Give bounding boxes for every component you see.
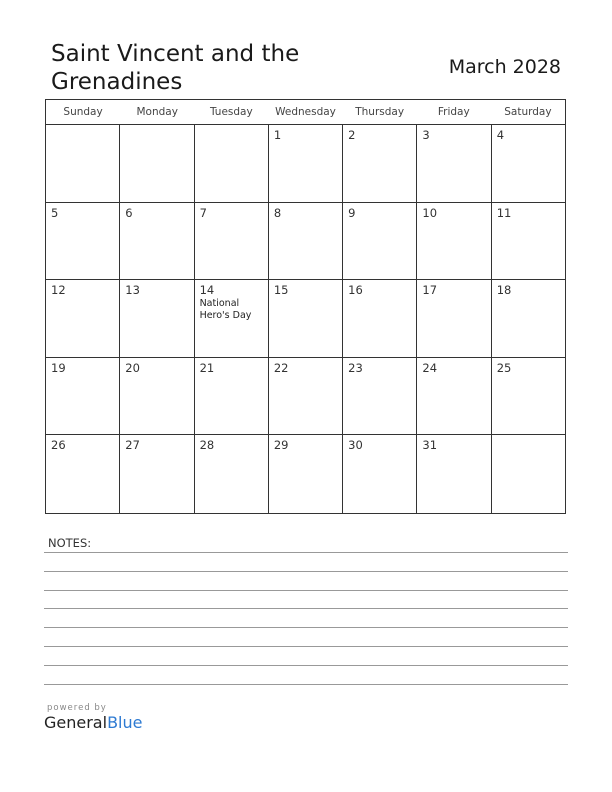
day-number: 7 xyxy=(199,205,207,220)
day-number: 27 xyxy=(125,438,140,453)
day-number: 12 xyxy=(51,283,66,298)
day-cell xyxy=(491,358,565,435)
day-cell xyxy=(119,358,193,435)
day-cell xyxy=(268,125,342,202)
day-cell xyxy=(46,435,119,513)
day-cell xyxy=(119,280,193,357)
notes-line xyxy=(44,665,568,666)
day-cell xyxy=(342,280,416,357)
day-number: 24 xyxy=(422,360,438,375)
day-number: 10 xyxy=(422,205,438,220)
day-number: 23 xyxy=(348,360,363,375)
calendar-week-5 xyxy=(46,435,565,513)
weekday-tuesday: Tuesday xyxy=(209,106,253,118)
notes-line xyxy=(44,684,568,685)
calendar-month-label: March 2028 xyxy=(448,56,561,78)
day-cell xyxy=(342,358,416,435)
day-cell xyxy=(491,125,565,202)
day-number: 2 xyxy=(348,128,356,142)
day-number: 21 xyxy=(199,360,215,375)
day-number: 14 xyxy=(199,283,215,298)
weekday-sunday: Sunday xyxy=(63,106,103,118)
day-cell xyxy=(46,125,119,202)
day-cell xyxy=(119,125,193,202)
weekday-saturday: Saturday xyxy=(504,106,552,118)
day-number: 26 xyxy=(51,438,66,453)
calendar-grid xyxy=(45,99,566,514)
notes-line xyxy=(44,627,568,628)
brand-word-blue: Blue xyxy=(107,713,143,732)
day-cell xyxy=(416,358,490,435)
brand-wordmark xyxy=(44,713,142,732)
day-cell xyxy=(194,435,268,513)
day-cell xyxy=(342,435,416,513)
day-number: 13 xyxy=(125,283,140,298)
day-cell xyxy=(491,280,565,357)
powered-by-text: powered by xyxy=(47,703,107,713)
day-cell xyxy=(194,125,268,202)
day-cell xyxy=(342,203,416,280)
weekday-thursday: Thursday xyxy=(355,106,405,118)
day-number: 30 xyxy=(348,438,363,453)
day-cell xyxy=(268,280,342,357)
day-cell xyxy=(46,203,119,280)
day-cell xyxy=(46,358,119,435)
calendar-week-4 xyxy=(46,358,565,436)
notes-line xyxy=(44,552,568,553)
day-cell xyxy=(491,435,565,513)
day-number: 1 xyxy=(273,128,282,142)
day-cell xyxy=(119,435,193,513)
day-number: 9 xyxy=(348,205,356,220)
day-cell xyxy=(194,280,268,357)
day-cell xyxy=(194,203,268,280)
day-cell xyxy=(46,280,119,357)
weekday-header-row xyxy=(46,100,565,125)
day-cell xyxy=(416,280,490,357)
day-cell xyxy=(416,435,490,513)
calendar-week-2 xyxy=(46,203,565,281)
day-number: 25 xyxy=(496,360,512,375)
day-number: 18 xyxy=(496,283,512,298)
weekday-monday: Monday xyxy=(136,106,178,118)
notes-line xyxy=(44,590,568,591)
notes-line xyxy=(44,571,568,572)
day-number: 15 xyxy=(273,283,289,298)
notes-line xyxy=(44,646,568,647)
day-number: 4 xyxy=(496,128,505,142)
holiday-event-label: National Hero's Day xyxy=(199,298,252,322)
calendar-week-3 xyxy=(46,280,565,358)
day-number: 11 xyxy=(496,205,512,220)
day-number: 22 xyxy=(273,360,289,375)
day-cell xyxy=(119,203,193,280)
day-cell xyxy=(268,358,342,435)
brand-word-general: General xyxy=(44,713,108,732)
day-cell xyxy=(491,203,565,280)
day-number: 28 xyxy=(199,438,215,453)
day-number: 8 xyxy=(273,205,282,220)
day-cell xyxy=(268,435,342,513)
day-cell xyxy=(416,203,490,280)
day-number: 3 xyxy=(422,128,430,142)
notes-label: NOTES: xyxy=(48,536,92,550)
calendar-page-title: Saint Vincent and the Grenadines xyxy=(51,41,300,95)
calendar-week-1 xyxy=(46,125,565,203)
day-number: 5 xyxy=(51,205,59,220)
day-number: 31 xyxy=(422,438,438,453)
day-number: 6 xyxy=(125,205,133,220)
weekday-friday: Friday xyxy=(437,106,470,118)
day-number: 29 xyxy=(273,438,289,453)
notes-line xyxy=(44,608,568,609)
day-number: 19 xyxy=(51,360,66,375)
day-number: 20 xyxy=(125,360,140,375)
day-cell xyxy=(416,125,490,202)
generalblue-logo xyxy=(44,703,142,732)
day-cell xyxy=(194,358,268,435)
day-number: 17 xyxy=(422,283,438,298)
weekday-wednesday: Wednesday xyxy=(275,106,336,118)
day-cell xyxy=(268,203,342,280)
day-number: 16 xyxy=(348,283,363,298)
day-cell xyxy=(342,125,416,202)
